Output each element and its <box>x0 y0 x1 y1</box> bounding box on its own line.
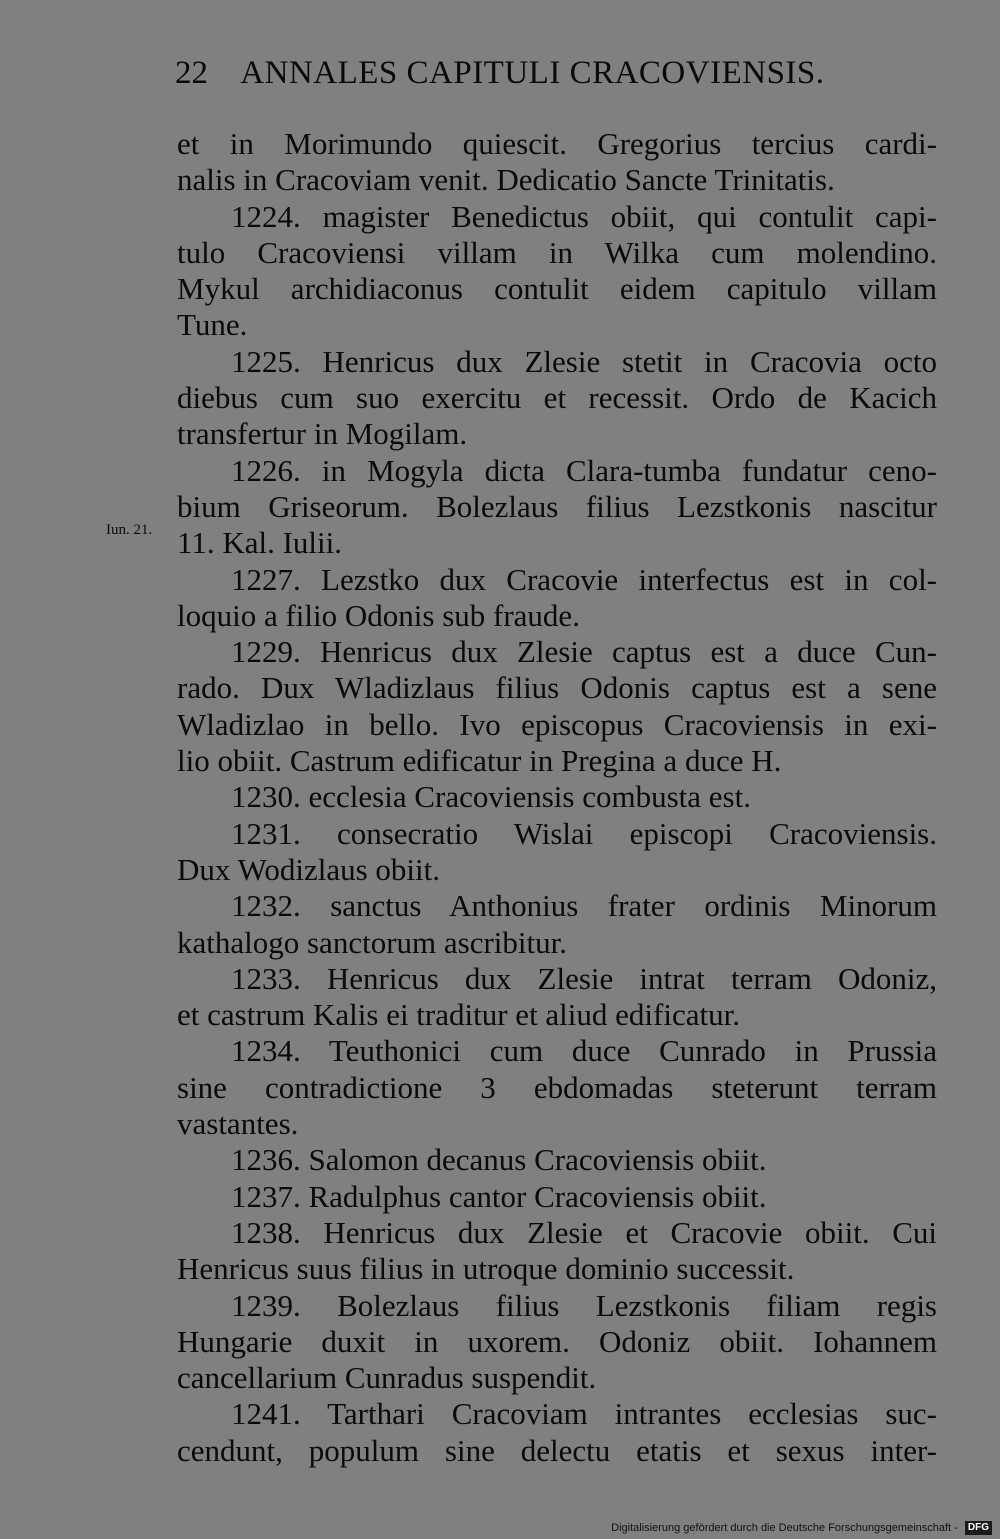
text-line: tulo Cracoviensi villam in Wilka cum molendino. <box>177 234 937 270</box>
text-line: kathalogo sanctorum ascribitur. <box>177 924 567 960</box>
page-header <box>175 48 875 98</box>
text-line: 1238. Henricus dux Zlesie et Cracovie obiit. Cui <box>231 1214 937 1250</box>
footer-credit-text: Digitalisierung gefördert durch die Deutsche Forschungsgemeinschaft - <box>611 1522 958 1534</box>
text-line: 1230. ecclesia Cracoviensis combusta est. <box>231 779 751 815</box>
text-line: diebus cum suo exercitu et recessit. Ordo de Kacich <box>177 380 937 416</box>
text-line: Mykul archidiaconus contulit eidem capitulo villam <box>177 271 937 307</box>
text-line: 1232. sanctus Anthonius frater ordinis Minorum <box>231 888 937 924</box>
text-line: 1226. in Mogyla dicta Clara-tumba fundatur ceno- <box>231 452 937 488</box>
text-line: transfertur in Mogilam. <box>177 416 468 452</box>
text-line: et in Morimundo quiescit. Gregorius tercius cardi- <box>177 126 937 161</box>
text-line: loquio a filio Odonis sub fraude. <box>177 597 580 633</box>
text-line: 1224. magister Benedictus obiit, qui contulit capi- <box>231 198 937 234</box>
text-line: 11. Kal. Iulii. <box>177 525 343 561</box>
text-line: 1234. Teuthonici cum duce Cunrado in Prussia <box>231 1033 937 1069</box>
text-line: nalis in Cracoviam venit. Dedicatio Sancte Trinitatis. <box>177 162 835 198</box>
text-line: et castrum Kalis ei traditur et aliud edificatur. <box>177 997 740 1033</box>
text-line: 1236. Salomon decanus Cracoviensis obiit. <box>231 1142 767 1178</box>
running-title: ANNALES CAPITULI CRACOVIENSIS. <box>240 55 825 91</box>
text-line: bium Griseorum. Bolezlaus filius Lezstkonis nascitur <box>177 488 937 524</box>
text-line: Tune. <box>177 307 248 343</box>
text-line: 1237. Radulphus cantor Cracoviensis obiit. <box>231 1178 767 1214</box>
text-line: lio obiit. Castrum edificatur in Pregina a duce H. <box>177 743 782 779</box>
margin-date-note: Iun. 21. <box>106 522 153 538</box>
text-line: 1225. Henricus dux Zlesie stetit in Cracovia octo <box>231 343 937 379</box>
text-line: Hungarie duxit in uxorem. Odoniz obiit. Iohannem <box>177 1323 937 1359</box>
text-line: rado. Dux Wladizlaus filius Odonis captus est a sene <box>177 670 937 706</box>
page-number: 22 <box>175 55 208 91</box>
text-line: sine contradictione 3 ebdomadas steterunt terram <box>177 1069 937 1105</box>
body-text <box>177 126 937 1469</box>
text-line: 1233. Henricus dux Zlesie intrat terram Odoniz, <box>231 960 937 996</box>
text-line: Henricus suus filius in utroque dominio successit. <box>177 1251 795 1287</box>
text-line: 1231. consecratio Wislai episcopi Cracoviensis. <box>231 815 937 851</box>
text-line: Dux Wodizlaus obiit. <box>177 851 441 887</box>
dfg-logo-icon: DFG <box>965 1521 992 1535</box>
text-line: 1239. Bolezlaus filius Lezstkonis filiam regis <box>231 1287 937 1323</box>
text-line: 1241. Tarthari Cracoviam intrantes ecclesias suc- <box>231 1396 937 1432</box>
text-line: cendunt, populum sine delectu etatis et sexus inter- <box>177 1432 937 1468</box>
text-line: 1229. Henricus dux Zlesie captus est a duce Cun- <box>231 634 937 670</box>
text-line: Wladizlao in bello. Ivo episcopus Cracoviensis in exi- <box>177 706 937 742</box>
digitization-footer <box>611 1520 992 1536</box>
text-line: cancellarium Cunradus suspendit. <box>177 1360 597 1396</box>
text-line: vastantes. <box>177 1106 299 1142</box>
text-line: 1227. Lezstko dux Cracovie interfectus est in col- <box>231 561 937 597</box>
